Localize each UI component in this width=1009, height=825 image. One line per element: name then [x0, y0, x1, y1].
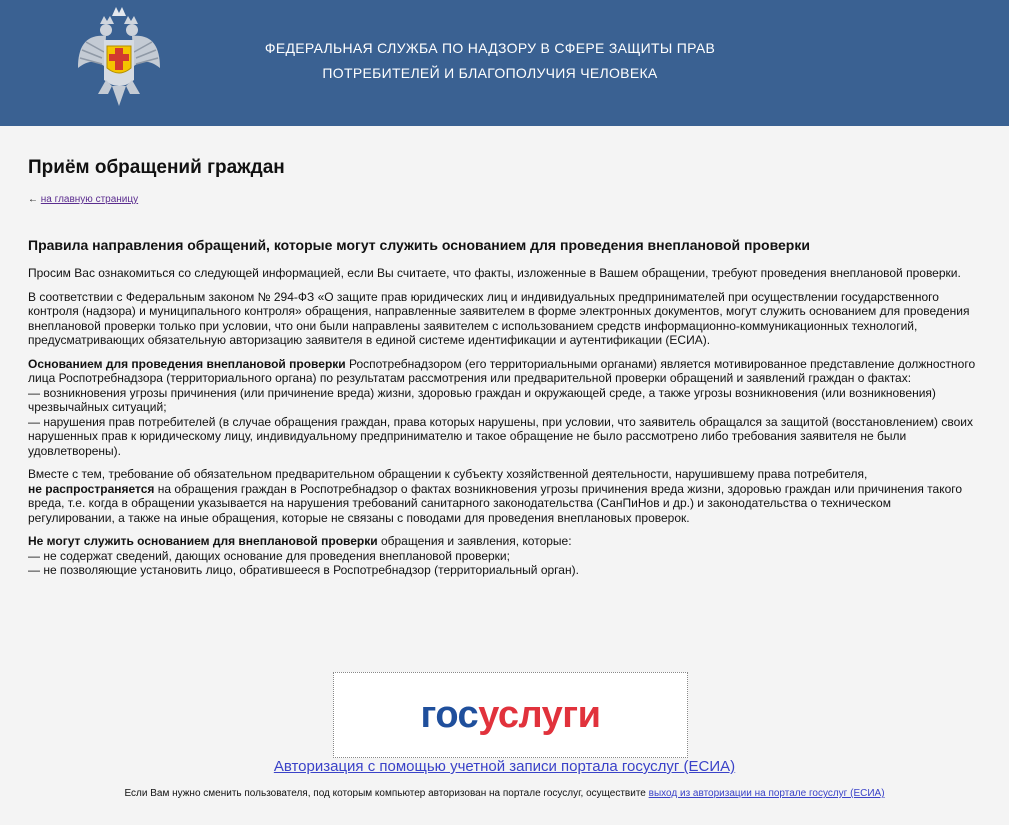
gosuslugi-logo-part1: гос [420, 694, 479, 736]
coat-of-arms-icon [76, 6, 162, 118]
home-link[interactable]: на главную страницу [40, 194, 139, 205]
site-header [0, 0, 1009, 126]
grounds-item-consumer-rights: — нарушения прав потребителей (в случае обращения граждан, права которых нарушены, при условии, что заявитель обращался за защитой (восстановлением) своих нарушенных прав к юридическому лицу, индивидуальному предпринимателю и такое обращение не было рассмотрено либо требования заявителя не были удовлетворены). [28, 414, 973, 458]
back-navigation [28, 193, 981, 207]
agency-title [220, 36, 760, 86]
intro-paragraph: Просим Вас ознакомиться со следующей информацией, если Вы считаете, что факты, изложенные в Вашем обращении, требуют проведения внеплановой проверки. [28, 266, 961, 280]
grounds-text: Роспотребнадзором (его территориальными органами) является мотивированное представление должностного лица Роспотребнадзора (территориального органа) по результатам рассмотрения или предварительной проверки обращений и заявлений граждан о фактах: [28, 356, 976, 385]
esia-logout-link[interactable]: выход из авторизации на портале госуслуг (ЕСИА) [648, 788, 885, 799]
page-title: Приём обращений граждан [28, 157, 285, 178]
exception-intro: Вместе с тем, требование об обязательном предварительном обращении к субъекту хозяйственной деятельности, нарушившему права потребителя, [28, 467, 868, 481]
not-grounds-item-no-info: — не содержат сведений, дающих основание для проведения внеплановой проверки; [28, 548, 510, 563]
gosuslugi-logo [421, 696, 601, 734]
exception-text: на обращения граждан в Роспотребнадзор о фактах возникновения угрозы причинения вреда жизни, здоровью граждан или причинения такого вреда, т.е. когда в обращении указывается на нарушения требований санитарного законодательства (СанПиНов и др.) и законодательства о техническом регулировании, а также на иные обращения, которые не связаны с поводами для проведения внеплановых проверок. [28, 481, 963, 525]
rules-heading: Правила направления обращений, которые могут служить основанием для проведения внеплановой проверки [28, 237, 810, 253]
agency-title-line1: ФЕДЕРАЛЬНАЯ СЛУЖБА ПО НАДЗОРУ В СФЕРЕ ЗАЩИТЫ ПРАВ [264, 40, 716, 56]
esia-auth-link[interactable]: Авторизация с помощью учетной записи портала госуслуг (ЕСИА) [273, 758, 736, 775]
main-content [0, 126, 1009, 578]
grounds-item-threat: — возникновения угрозы причинения (или причинение вреда) жизни, здоровью граждан и окружающей среде, а также угрозы возникновения (или возникновения) чрезвычайных ситуаций; [28, 385, 936, 414]
agency-title-line2: ПОТРЕБИТЕЛЕЙ И БЛАГОПОЛУЧИЯ ЧЕЛОВЕКА [322, 65, 658, 81]
not-grounds-text: обращения и заявления, которые: [377, 534, 572, 548]
esia-auth-container [0, 758, 1009, 775]
logout-note [0, 788, 1009, 799]
grounds-paragraph [28, 357, 981, 459]
exception-bold: не распространяется [28, 481, 155, 496]
back-arrow-icon: ← [28, 194, 38, 205]
exception-paragraph [28, 467, 981, 525]
grounds-heading: Основанием для проведения внеплановой проверки [28, 356, 346, 371]
not-grounds-item-anonymous: — не позволяющие установить лицо, обратившееся в Роспотребнадзор (территориальный орган). [28, 563, 579, 577]
gosuslugi-logo-button[interactable] [333, 672, 688, 758]
gosuslugi-logo-part2: услуги [478, 694, 601, 736]
logout-note-text: Если Вам нужно сменить пользователя, под которым компьютер авторизован на портале госуслуг, осуществите [124, 788, 646, 799]
not-grounds-paragraph [28, 534, 981, 578]
not-grounds-heading: Не могут служить основанием для внеплановой проверки [28, 534, 378, 548]
law-paragraph: В соответствии с Федеральным законом № 294-ФЗ «О защите прав юридических лиц и индивидуальных предпринимателей при осуществлении государственного контроля (надзора) и муниципального контроля» обращения, направленные заявителем в форме электронных документов, могут служить основанием для проведения внеплановой проверки только при условии, что они были направлены заявителем с использованием средств информационно-коммуникационных технологий, предусматривающих обязательную авторизацию заявителя в единой системе идентификации и аутентификации (ЕСИА). [28, 289, 970, 347]
